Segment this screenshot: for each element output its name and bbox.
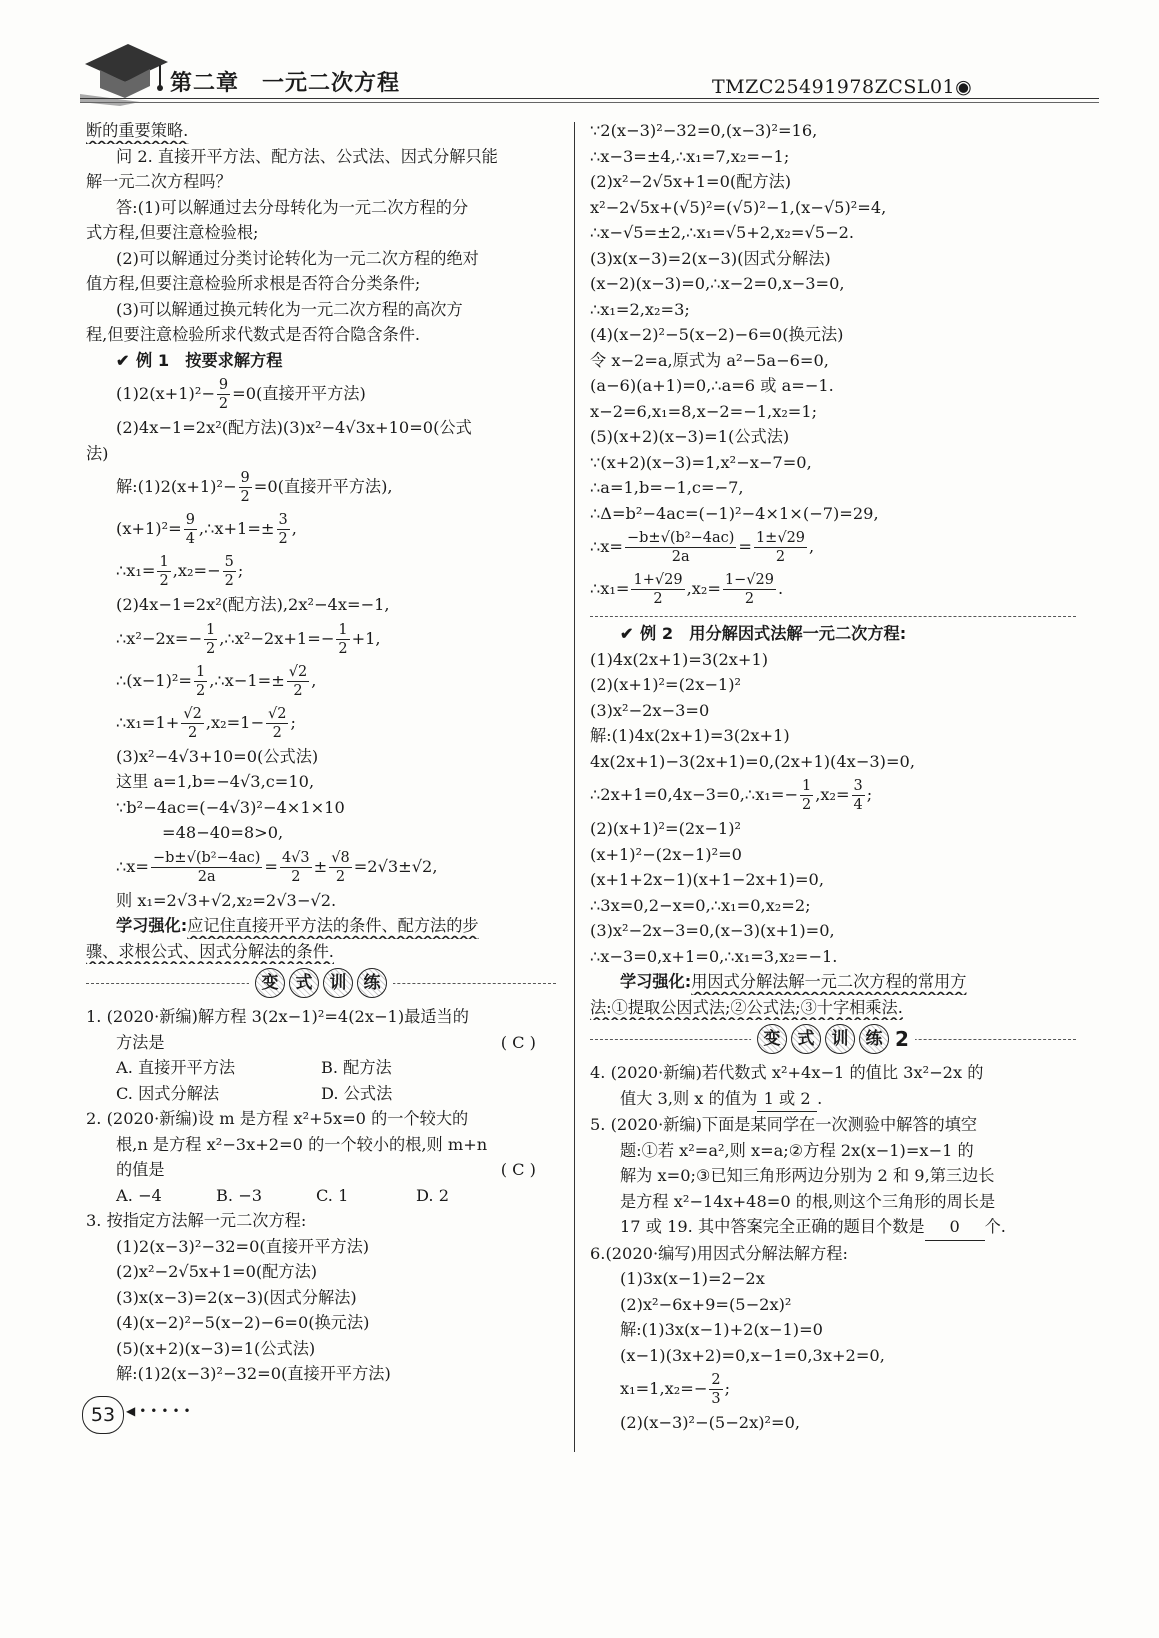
fraction (709, 1371, 722, 1408)
denominator: 2 (653, 591, 663, 607)
math-text: , (311, 670, 317, 690)
math-text: ; (866, 785, 873, 804)
numerator: 9 (240, 470, 250, 486)
math-line: ∵b²−4ac=(−4√3)²−4×1×10 (116, 797, 345, 817)
numerator: √2 (288, 663, 308, 680)
study-label: 学习强化: (620, 972, 692, 991)
math-line: ∴x₁=2,x₂=3; (590, 299, 690, 319)
banner-char: 变 (757, 1024, 787, 1054)
numerator: 4√3 (281, 849, 310, 866)
banner-label (751, 1024, 915, 1054)
math-text: ∴x₁= (590, 579, 630, 598)
text-line: (3)可以解通过换元转化为一元二次方程的高次方 (116, 299, 463, 319)
math-line (86, 373, 556, 415)
math-text: ; (237, 561, 244, 580)
exercise-4-line: 4. (2020·新编)若代数式 x²+4x−1 的值比 3x²−2x 的 (590, 1063, 984, 1082)
fraction (194, 663, 207, 700)
math-text: , (291, 519, 297, 538)
math-text: (1)2(x+1)²− (116, 384, 215, 403)
header-rule-thin (80, 102, 1099, 103)
exercise-text: 个. (984, 1217, 1006, 1236)
practice-banner (86, 966, 556, 1002)
banner-label (249, 968, 393, 998)
denominator: 2 (159, 573, 169, 589)
math-line: 解:(1)4x(2x+1)=3(2x+1) (590, 726, 790, 745)
fraction (217, 376, 230, 413)
check-icon: ✔ (116, 350, 130, 370)
math-line (590, 568, 1076, 610)
math-text: ∴x²−2x=− (116, 628, 203, 648)
denominator: 2 (195, 682, 206, 699)
option-b: B. 配方法 (321, 1058, 392, 1077)
fraction (151, 849, 262, 886)
banner-number: 2 (895, 1027, 909, 1051)
study-text: 应记住直接开平方法的条件、配方法的步 (187, 916, 479, 935)
math-line: (2)(x+1)²=(2x−1)² (590, 819, 742, 838)
numerator: −b±√(b²−4ac) (153, 849, 261, 866)
text-line: 式方程,但要注意检验根; (86, 223, 259, 242)
text-line: 程,但要注意检验所求代数式是否符合隐含条件. (86, 325, 421, 344)
exercise-6-line: (x−1)(3x+2)=0,x−1=0,3x+2=0, (620, 1345, 885, 1365)
banner-char: 变 (255, 968, 285, 998)
math-text: ∴x₁= (116, 561, 156, 580)
exercise-1-line (86, 1030, 556, 1056)
right-column (590, 118, 1076, 1436)
banner-char: 式 (289, 968, 319, 998)
denominator: 2 (240, 489, 250, 505)
page-number: 53 (82, 1396, 124, 1434)
math-text: ,∴x²−2x+1=− (219, 628, 335, 648)
math-text: ± (313, 856, 328, 876)
numerator: 9 (185, 512, 195, 528)
numerator: 1 (195, 663, 206, 680)
fraction (800, 777, 813, 814)
banner-char: 训 (825, 1024, 855, 1054)
numerator: 1 (206, 621, 216, 638)
fraction (181, 705, 203, 742)
exercise-text: 方法是 (116, 1032, 165, 1052)
banner-char: 训 (323, 968, 353, 998)
exercise-2-line: 根,n 是方程 x²−3x+2=0 的一个较小的根,则 m+n (116, 1134, 488, 1154)
fill-in-answer: 1 或 2 (757, 1086, 817, 1113)
math-text: ; (290, 712, 296, 732)
exercise-4-line (590, 1086, 1076, 1113)
study-note (590, 969, 1076, 995)
math-line: x−2=6,x₁=8,x−2=−1,x₂=1; (590, 401, 818, 421)
banner-char: 练 (357, 968, 387, 998)
math-text: ,x₂= (686, 579, 721, 598)
math-line (86, 846, 556, 888)
book-code (712, 76, 972, 98)
math-line: (2)(x+1)²=(2x−1)² (590, 675, 742, 694)
exercise-5-line: 解为 x=0;③已知三角形两边分别为 2 和 9,第三边长 (620, 1166, 995, 1185)
math-text: = (264, 856, 278, 876)
denominator: 2 (335, 868, 346, 885)
fraction (277, 511, 290, 548)
banner-char: 练 (859, 1024, 889, 1054)
numerator: 1 (801, 778, 812, 794)
math-line: ∴x−3=±4,∴x₁=7,x₂=−1; (590, 146, 790, 166)
fraction (266, 705, 288, 742)
left-column (86, 118, 556, 1387)
exercise-5-line: 题:①若 x²=a²,则 x=a;②方程 2x(x−1)=x−1 的 (620, 1140, 974, 1160)
numerator: 3 (278, 512, 288, 528)
exercise-text: 值大 3,则 x 的值为 (620, 1088, 758, 1108)
graduation-cap-icon (80, 36, 170, 106)
denominator: 2a (197, 868, 216, 885)
math-line: 这里 a=1,b=−4√3,c=10, (116, 772, 315, 791)
exercise-3-line: (1)2(x−3)²−32=0(直接开平方法) (116, 1236, 370, 1256)
math-line: ∴3x=0,2−x=0,∴x₁=0,x₂=2; (590, 895, 811, 915)
denominator: 2 (278, 531, 288, 547)
exercise-text: 的值是 (116, 1160, 165, 1179)
math-line: 法) (86, 443, 109, 463)
math-line: 则 x₁=2√3+√2,x₂=2√3−√2. (116, 890, 337, 910)
option-a: A. −4 (116, 1185, 162, 1205)
math-line: ∵2(x−3)²−32=0,(x−3)²=16, (590, 121, 818, 140)
exercise-1-line: 1. (2020·新编)解方程 3(2x−1)²=4(2x−1)最适当的 (86, 1007, 469, 1026)
math-text: =0(直接开平方法), (253, 477, 393, 496)
math-text: =2√3±√2, (353, 856, 438, 876)
text-line: (2)可以解通过分类讨论转化为一元二次方程的绝对 (116, 248, 479, 268)
option-b: B. −3 (216, 1185, 263, 1205)
exercise-2-options (86, 1183, 556, 1209)
denominator: 2 (744, 591, 755, 607)
math-line: (x+1)²−(2x−1)²=0 (590, 844, 742, 864)
exercise-3-line: (5)(x+2)(x−3)=1(公式法) (116, 1338, 316, 1358)
study-text: 法:①提取公因式法;②公式法;③十字相乘法. (590, 997, 903, 1017)
fraction (184, 511, 197, 548)
math-text: = (738, 537, 752, 556)
exercise-6-line: 解:(1)3x(x−1)+2(x−1)=0 (620, 1320, 823, 1339)
exercise-1-options (86, 1055, 556, 1081)
fraction (287, 663, 309, 700)
math-line: (4)(x−2)²−5(x−2)−6=0(换元法) (590, 325, 844, 344)
fraction (336, 621, 349, 658)
numerator: 1+√29 (633, 572, 683, 588)
text-line: 解一元二次方程吗？ (86, 172, 232, 191)
math-line: (2)4x−1=2x²(配方法)(3)x²−4√3x+10=0(公式 (116, 418, 472, 437)
math-text: ∴x= (590, 537, 623, 556)
fraction (280, 849, 312, 886)
exercise-6-line: 6.(2020·编写)用因式分解法解方程: (590, 1243, 848, 1263)
math-line: x²−2√5x+(√5)²=(√5)²−1,(x−√5)²=4, (590, 197, 887, 217)
math-text: =0(直接开平方法) (232, 384, 366, 403)
study-text: 骤、求根公式、因式分解法的条件. (86, 941, 334, 961)
numerator: 1 (338, 621, 348, 638)
math-text: ∴x= (116, 856, 149, 876)
math-text: +1, (351, 628, 381, 648)
denominator: 2 (218, 396, 229, 412)
fraction (754, 529, 807, 566)
math-line (86, 702, 556, 744)
exercise-5-line (590, 1214, 1076, 1241)
math-line (86, 550, 556, 592)
denominator: 2 (291, 868, 301, 885)
math-line: =48−40=8>0, (162, 823, 284, 842)
study-label: 学习强化: (116, 916, 188, 935)
math-line: (5)(x+2)(x−3)=1(公式法) (590, 427, 790, 446)
option-c: C. 因式分解法 (116, 1083, 220, 1103)
fraction (723, 571, 776, 608)
math-line: (x+1+2x−1)(x+1−2x+1)=0, (590, 870, 824, 889)
numerator: √2 (268, 705, 287, 722)
answer-choice: ( C ) (500, 1032, 536, 1052)
example2-title-text: 例 2 用分解因式法解一元二次方程: (640, 624, 907, 643)
exercise-text: 17 或 19. 其中答案完全正确的题目个数是 (620, 1217, 925, 1236)
math-text: (x+1)²= (116, 519, 182, 538)
denominator: 2 (272, 724, 282, 741)
exercise-3-line: (2)x²−2√5x+1=0(配方法) (116, 1262, 318, 1281)
math-line: (3)x(x−3)=2(x−3)(因式分解法) (590, 248, 831, 268)
denominator: 4 (853, 797, 863, 813)
numerator: 2 (711, 1372, 721, 1388)
math-text: x₁=1,x₂=− (620, 1379, 708, 1398)
math-line (86, 618, 556, 660)
math-line: ∵(x+2)(x−3)=1,x²−x−7=0, (590, 452, 812, 472)
exercise-6-line: (2)x²−6x+9=(5−2x)² (620, 1294, 792, 1314)
study-text: 用因式分解法解一元二次方程的常用方 (691, 972, 967, 991)
math-line (590, 774, 1076, 816)
math-text: ∴x₁=1+ (116, 712, 180, 732)
math-line: (2)x²−2√5x+1=0(配方法) (590, 172, 792, 191)
math-line: (3)x²−2x−3=0,(x−3)(x+1)=0, (590, 921, 835, 940)
answer-choice: ( C ) (500, 1160, 536, 1179)
fraction (157, 553, 170, 590)
numerator: 1−√29 (724, 572, 774, 588)
fill-in-answer: 0 (925, 1214, 985, 1241)
fraction (631, 571, 684, 608)
exercise-1-options (86, 1081, 556, 1107)
numerator: √2 (183, 705, 202, 722)
numerator: √8 (331, 849, 350, 866)
math-text: ,x₂=1− (205, 712, 265, 732)
fraction (625, 529, 736, 566)
text-line: 答:(1)可以解通过去分母转化为一元二次方程的分 (116, 197, 469, 217)
math-line: (2)4x−1=2x²(配方法),2x²−4x=−1, (116, 595, 390, 614)
option-d: D. 2 (416, 1185, 449, 1205)
math-line: ∴a=1,b=−1,c=−7, (590, 478, 744, 497)
target-icon: ◉ (955, 76, 973, 98)
math-line: ∴x−3=0,x+1=0,∴x₁=3,x₂=−1. (590, 946, 838, 966)
math-line: (1)4x(2x+1)=3(2x+1) (590, 649, 769, 669)
text-line: 问 2. 直接开平方法、配方法、公式法、因式分解只能 (116, 146, 498, 166)
denominator: 2 (775, 549, 786, 565)
math-text: ; (724, 1379, 731, 1398)
denominator: 2 (293, 682, 303, 699)
math-line: (x−2)(x−3)=0,∴x−2=0,x−3=0, (590, 274, 845, 293)
denominator: 2 (801, 797, 812, 813)
exercise-3-line: 解:(1)2(x−3)²−32=0(直接开平方法) (116, 1364, 391, 1383)
option-c: C. 1 (316, 1185, 349, 1205)
math-text: ,x₂=− (172, 561, 221, 580)
numerator: 9 (218, 377, 229, 393)
math-line (86, 466, 556, 508)
fraction (329, 849, 351, 886)
example1-title (86, 348, 556, 374)
numerator: 1±√29 (755, 530, 806, 546)
exercise-6-line: (2)(x−3)²−(5−2x)²=0, (620, 1413, 801, 1432)
math-text: 解:(1)2(x+1)²− (116, 477, 237, 496)
math-line (590, 526, 1076, 568)
denominator: 2 (187, 724, 198, 741)
math-text: ,x₂= (815, 785, 850, 804)
math-text: ,∴x+1=± (198, 519, 275, 538)
math-text: ∴(x−1)²= (116, 670, 192, 690)
exercise-2-line: 2. (2020·新编)设 m 是方程 x²+5x=0 的一个较大的 (86, 1109, 469, 1128)
example1-title-text: 例 1 按要求解方程 (136, 350, 283, 370)
numerator: −b±√(b²−4ac) (627, 530, 735, 546)
book-code-text: TMZC25491978ZCSL01 (712, 76, 956, 98)
denominator: 3 (711, 1391, 721, 1407)
text-line: 值方程,但要注意检验所求根是否符合分类条件; (86, 274, 421, 293)
numerator: 3 (853, 778, 863, 794)
math-line (86, 660, 556, 702)
header-rule (80, 98, 1099, 99)
math-line: (3)x²−4√3+10=0(公式法) (116, 746, 319, 766)
exercise-2-line (86, 1157, 556, 1183)
math-line: ∴Δ=b²−4ac=(−1)²−4×1×(−7)=29, (590, 503, 879, 523)
denominator: 4 (185, 531, 195, 547)
exercise-5-line: 5. (2020·新编)下面是某同学在一次测验中解答的填空 (590, 1115, 978, 1134)
math-line: 4x(2x+1)−3(2x+1)=0,(2x+1)(4x−3)=0, (590, 751, 915, 771)
exercise-5-line: 是方程 x²−14x+48=0 的根,则这个三角形的周长是 (620, 1191, 996, 1211)
practice-banner-2 (590, 1022, 1076, 1058)
math-text: . (777, 579, 784, 598)
banner-char: 式 (791, 1024, 821, 1054)
numerator: 1 (159, 554, 169, 570)
math-line: ∴x−√5=±2,∴x₁=√5+2,x₂=√5−2. (590, 223, 855, 242)
chapter-title: 第二章 一元二次方程 (170, 71, 401, 96)
denominator: 2 (224, 573, 234, 589)
exercise-3-line: (4)(x−2)²−5(x−2)−6=0(换元法) (116, 1313, 370, 1332)
fraction (204, 621, 217, 658)
dashed-rule (590, 616, 1076, 617)
math-line: (3)x²−2x−3=0 (590, 700, 710, 720)
option-a: A. 直接开平方法 (116, 1058, 236, 1077)
math-line: (a−6)(a+1)=0,∴a=6 或 a=−1. (590, 376, 834, 395)
fraction (852, 777, 865, 814)
exercise-3-line: 3. 按指定方法解一元二次方程: (86, 1211, 307, 1230)
numerator: 5 (224, 554, 234, 570)
math-text: ∴2x+1=0,4x−3=0,∴x₁=− (590, 785, 798, 804)
math-text: , (809, 537, 815, 556)
fraction (239, 469, 252, 506)
denominator: 2 (338, 640, 348, 657)
column-divider (574, 122, 575, 1452)
exercise-6-line: (1)3x(x−1)=2−2x (620, 1269, 765, 1288)
example2-title (590, 621, 1076, 647)
denominator: 2 (206, 640, 216, 657)
exercise-text: . (817, 1088, 823, 1108)
page-number-arrow-icon: ◀••••• (126, 1404, 195, 1418)
exercise-6-line (590, 1368, 1076, 1410)
fraction (223, 553, 236, 590)
text-line: 断的重要策略. (86, 121, 189, 140)
denominator: 2a (671, 549, 690, 565)
study-note (86, 913, 556, 939)
math-text: ,∴x−1=± (209, 670, 285, 690)
math-line: 令 x−2=a,原式为 a²−5a−6=0, (590, 350, 829, 370)
check-icon: ✔ (620, 624, 634, 643)
exercise-3-line: (3)x(x−3)=2(x−3)(因式分解法) (116, 1287, 357, 1307)
math-line (86, 508, 556, 550)
option-d: D. 公式法 (321, 1083, 393, 1103)
